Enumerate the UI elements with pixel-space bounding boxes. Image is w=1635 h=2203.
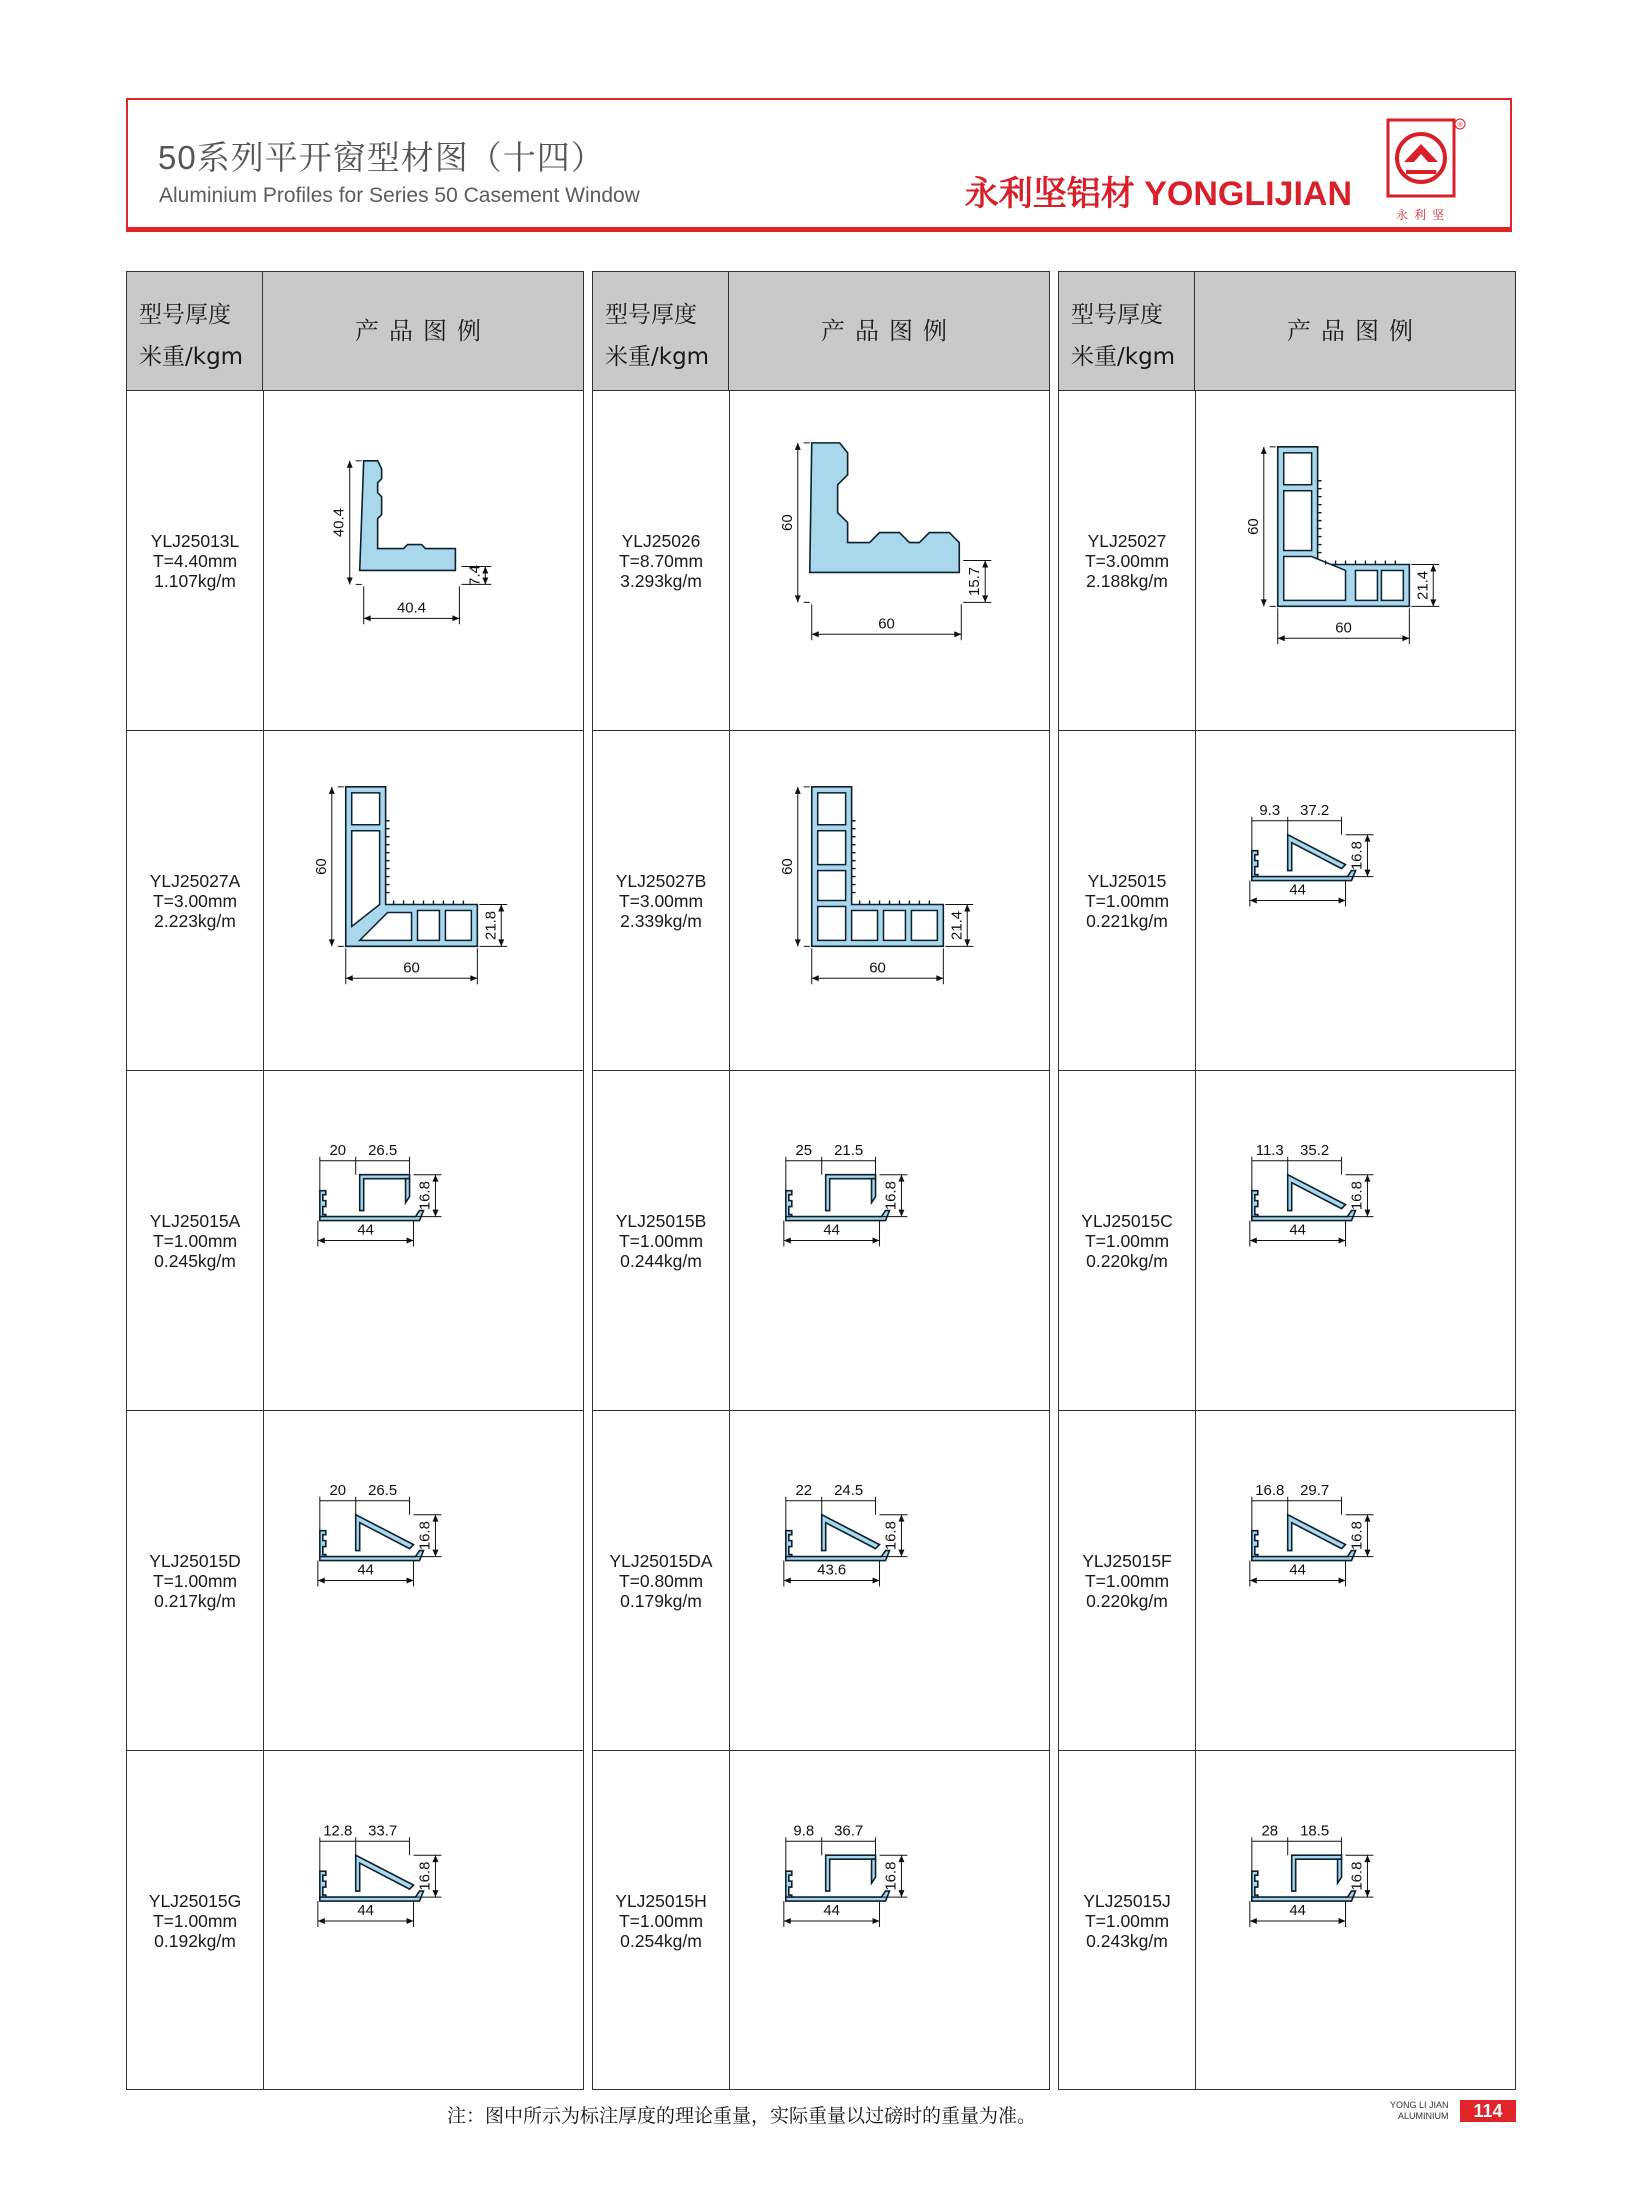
page-subtitle: Aluminium Profiles for Series 50 Casement Window (159, 184, 640, 207)
profile-drawing (318, 1482, 442, 1587)
profile-weight: 2.339kg/m (620, 910, 702, 931)
header-weight-label: 米重/kgm (1071, 344, 1176, 370)
profile-spec (593, 391, 729, 730)
profile-drawing-cell (1196, 731, 1515, 1070)
dim-right: 16.8 (1348, 1181, 1366, 1211)
profile-thickness: T=8.70mm (618, 550, 704, 571)
profile-drawing-cell (264, 1751, 583, 2091)
dim-top-left: 11.3 (1255, 1141, 1284, 1159)
profile-drawing (779, 443, 991, 640)
profile-weight: 0.220kg/m (1086, 1250, 1168, 1271)
header-model-label: 型号厚度 (139, 302, 231, 328)
profile-model: YLJ25026 (621, 530, 701, 551)
profile-thickness: T=1.00mm (152, 1230, 238, 1251)
profile-weight: 0.217kg/m (154, 1590, 236, 1611)
profile-weight: 0.220kg/m (1086, 1590, 1168, 1611)
profile-model: YLJ25013L (150, 530, 240, 551)
profile-model: YLJ25027B (615, 870, 707, 891)
profile-drawing-svg (264, 1071, 583, 1410)
profile-drawing-cell (730, 1411, 1049, 1750)
table-row (593, 1071, 1049, 1411)
profile-thickness: T=0.80mm (618, 1570, 704, 1591)
dim-right: 16.8 (416, 1181, 434, 1211)
profile-spec (127, 1071, 263, 1410)
table-row (1059, 1751, 1515, 2091)
profile-drawing-svg (730, 731, 1049, 1070)
profile-model: YLJ25015B (615, 1210, 707, 1231)
profile-drawing (1245, 447, 1439, 644)
dim-right: 16.8 (882, 1521, 900, 1551)
dim-right: 16.8 (882, 1181, 900, 1211)
profile-spec (1059, 731, 1195, 1070)
table-header (1059, 272, 1515, 391)
page-title: 50系列平开窗型材图（十四） (158, 139, 605, 176)
profile-spec (593, 731, 729, 1070)
profile-thickness: T=4.40mm (152, 550, 238, 571)
profile-drawing-cell (264, 1071, 583, 1410)
profile-weight: 3.293kg/m (620, 570, 702, 591)
profile-weight: 0.245kg/m (154, 1250, 236, 1271)
profile-spec (127, 391, 263, 730)
dim-right: 16.8 (1348, 1861, 1366, 1891)
table-row (593, 1751, 1049, 2091)
dim-right: 21.8 (482, 910, 500, 940)
dim-top-left: 12.8 (323, 1822, 353, 1840)
profile-drawing-cell (730, 1071, 1049, 1410)
table-row (593, 1411, 1049, 1751)
table-row (127, 731, 583, 1071)
dim-top-right: 26.5 (368, 1481, 398, 1499)
header-model-label: 型号厚度 (1071, 302, 1163, 328)
profile-drawing (784, 1142, 908, 1247)
dim-width: 44 (357, 1902, 374, 1920)
dim-width: 44 (1289, 1902, 1306, 1920)
profile-drawing-svg (730, 1411, 1049, 1750)
dim-top-left: 9.3 (1259, 801, 1281, 819)
profile-drawing-svg (264, 391, 583, 730)
profile-weight: 0.221kg/m (1086, 910, 1168, 931)
dim-top-right: 29.7 (1300, 1481, 1330, 1499)
profile-model: YLJ25015A (149, 1210, 241, 1231)
profile-thickness: T=1.00mm (1084, 1230, 1170, 1251)
profile-weight: 1.107kg/m (154, 570, 236, 591)
profile-drawing-svg (730, 1071, 1049, 1410)
dim-width: 43.6 (817, 1561, 847, 1579)
profile-weight: 0.192kg/m (154, 1931, 236, 1951)
profile-spec (1059, 391, 1195, 730)
dim-top-left: 28 (1261, 1822, 1279, 1840)
table-row (1059, 391, 1515, 731)
profile-spec (1059, 1411, 1195, 1750)
table-row (1059, 731, 1515, 1071)
table-row (593, 391, 1049, 731)
table-row (1059, 1411, 1515, 1751)
profile-drawing (318, 1142, 442, 1247)
dim-right: 7.4 (466, 565, 484, 586)
profile-model: YLJ25015C (1081, 1210, 1173, 1231)
footer-brand (1390, 2100, 1449, 2122)
dim-top-right: 37.2 (1300, 801, 1330, 819)
profile-drawing-cell (264, 731, 583, 1070)
profile-model: YLJ25015DA (609, 1550, 713, 1571)
dim-width: 44 (1289, 1221, 1306, 1239)
dim-right: 16.8 (416, 1861, 434, 1891)
table-row (593, 731, 1049, 1071)
profile-model: YLJ25015 (1087, 870, 1167, 891)
dim-width: 60 (403, 959, 420, 977)
profile-weight: 0.254kg/m (620, 1931, 702, 1951)
profile-thickness: T=1.00mm (152, 1570, 238, 1591)
profile-drawing-svg (730, 1751, 1049, 2091)
dim-top-left: 9.8 (793, 1822, 815, 1840)
profile-drawing-svg (730, 391, 1049, 730)
dim-right: 15.7 (966, 566, 984, 596)
profile-model: YLJ25015H (615, 1891, 707, 1911)
dim-right: 21.4 (1414, 570, 1432, 600)
dim-right: 16.8 (1348, 841, 1366, 871)
profile-spec (1059, 1751, 1195, 2091)
dim-width: 60 (878, 615, 895, 633)
profile-spec (1059, 1071, 1195, 1410)
profile-thickness: T=1.00mm (1084, 890, 1170, 911)
profile-drawing (784, 1482, 908, 1587)
brand-name: 永利坚铝材 YONGLIJIAN (964, 175, 1352, 213)
profile-model: YLJ25015F (1082, 1550, 1172, 1571)
profile-thickness: T=1.00mm (152, 1911, 238, 1931)
profile-drawing-svg (264, 731, 583, 1070)
profile-spec (593, 1751, 729, 2091)
header-weight-label: 米重/kgm (139, 344, 244, 370)
profile-spec (593, 1411, 729, 1750)
dim-width: 44 (357, 1561, 374, 1579)
header-drawing-label: 产品图例 (1287, 317, 1423, 345)
dim-top-left: 25 (795, 1141, 813, 1159)
profile-drawing (318, 1822, 442, 1927)
page-header (126, 98, 1512, 232)
dim-top-right: 26.5 (368, 1141, 398, 1159)
footnote: 注：图中所示为标注厚度的理论重量，实际重量以过磅时的重量为准。 (447, 2105, 1037, 2127)
dim-right: 21.4 (948, 910, 966, 940)
profile-drawing (331, 461, 492, 624)
profile-drawing-cell (1196, 1071, 1515, 1410)
profile-drawing (313, 787, 507, 984)
profile-drawing-cell (730, 391, 1049, 730)
profile-drawing-svg (1196, 1071, 1515, 1410)
profile-drawing-svg (1196, 1751, 1515, 2091)
dim-top-left: 20 (329, 1481, 347, 1499)
dim-right: 16.8 (416, 1521, 434, 1551)
footer-brand-line2: ALUMINIUM (1398, 2111, 1449, 2121)
profile-drawing-cell (264, 391, 583, 730)
profile-model: YLJ25015G (148, 1891, 242, 1911)
page-number: 114 (1460, 2100, 1516, 2122)
header-weight-label: 米重/kgm (605, 344, 710, 370)
dim-top-right: 18.5 (1300, 1822, 1330, 1840)
table-row (127, 1751, 583, 2091)
profile-thickness: T=3.00mm (618, 890, 704, 911)
profile-drawing-svg (264, 1411, 583, 1750)
dim-top-right: 21.5 (834, 1141, 864, 1159)
profile-table-2 (592, 271, 1050, 2090)
dim-right: 16.8 (882, 1861, 900, 1891)
dim-height: 60 (312, 858, 330, 875)
dim-width: 44 (823, 1221, 840, 1239)
table-header (593, 272, 1049, 391)
profile-spec (127, 1751, 263, 2091)
profile-drawing (1250, 1482, 1374, 1587)
profile-drawing-cell (264, 1411, 583, 1750)
dim-top-left: 22 (795, 1481, 813, 1499)
profile-drawing-cell (1196, 391, 1515, 730)
table-row (1059, 1071, 1515, 1411)
table-row (127, 1071, 583, 1411)
footer-brand-line1: YONG LI JIAN (1390, 2100, 1449, 2110)
profile-spec (593, 1071, 729, 1410)
dim-top-right: 36.7 (834, 1822, 864, 1840)
dim-top-right: 33.7 (368, 1822, 398, 1840)
table-row (127, 1411, 583, 1751)
profile-drawing-svg (1196, 391, 1515, 730)
profile-drawing (1250, 1822, 1374, 1927)
profile-drawing-cell (1196, 1751, 1515, 2091)
dim-height: 60 (1244, 518, 1262, 535)
header-drawing-label: 产品图例 (355, 317, 491, 345)
profile-thickness: T=1.00mm (1084, 1911, 1170, 1931)
profile-drawing-svg (1196, 1411, 1515, 1750)
dim-width: 44 (823, 1902, 840, 1920)
dim-top-right: 35.2 (1300, 1141, 1330, 1159)
profile-drawing (784, 1822, 908, 1927)
header-model-label: 型号厚度 (605, 302, 697, 328)
profile-table-3 (1058, 271, 1516, 2090)
profile-spec (127, 731, 263, 1070)
profile-weight: 2.188kg/m (1086, 570, 1168, 591)
profile-drawing-cell (730, 731, 1049, 1070)
profile-thickness: T=3.00mm (1084, 550, 1170, 571)
dim-top-right: 24.5 (834, 1481, 864, 1499)
dim-height: 60 (778, 858, 796, 875)
logo-caption: 永利坚 (1395, 208, 1450, 222)
profile-thickness: T=1.00mm (618, 1911, 704, 1931)
profile-drawing-cell (1196, 1411, 1515, 1750)
profile-drawing-cell (730, 1751, 1049, 2091)
profile-spec (127, 1411, 263, 1750)
dim-top-left: 16.8 (1255, 1481, 1285, 1499)
dim-width: 44 (1289, 881, 1306, 899)
profile-thickness: T=3.00mm (152, 890, 238, 911)
profile-weight: 0.244kg/m (620, 1250, 702, 1271)
profile-thickness: T=1.00mm (618, 1230, 704, 1251)
profile-drawing-svg (264, 1751, 583, 2091)
header-drawing-label: 产品图例 (821, 317, 957, 345)
profile-drawing-svg (1196, 731, 1515, 1070)
dim-height: 60 (778, 514, 796, 531)
dim-width: 60 (869, 959, 886, 977)
dim-width: 60 (1335, 619, 1352, 637)
dim-width: 44 (357, 1221, 374, 1239)
profile-model: YLJ25027A (149, 870, 241, 891)
dim-width: 40.4 (396, 599, 427, 617)
profile-model: YLJ25015D (149, 1550, 241, 1571)
profile-drawing (779, 787, 973, 984)
profile-thickness: T=1.00mm (1084, 1570, 1170, 1591)
dim-top-left: 20 (329, 1141, 347, 1159)
profile-drawing (1250, 1142, 1374, 1247)
table-row (127, 391, 583, 731)
profile-table-1 (126, 271, 584, 2090)
profile-weight: 0.243kg/m (1086, 1931, 1168, 1951)
profile-weight: 0.179kg/m (620, 1590, 702, 1611)
registered-mark: ® (1457, 122, 1463, 129)
profile-drawing (1250, 802, 1374, 907)
dim-right: 16.8 (1348, 1521, 1366, 1551)
brand-logo-icon (1380, 114, 1466, 214)
profile-model: YLJ25015J (1083, 1891, 1171, 1911)
table-header (127, 272, 583, 391)
dim-width: 44 (1289, 1561, 1306, 1579)
profile-model: YLJ25027 (1087, 530, 1167, 551)
profile-weight: 2.223kg/m (154, 910, 236, 931)
dim-height: 40.4 (330, 508, 348, 538)
